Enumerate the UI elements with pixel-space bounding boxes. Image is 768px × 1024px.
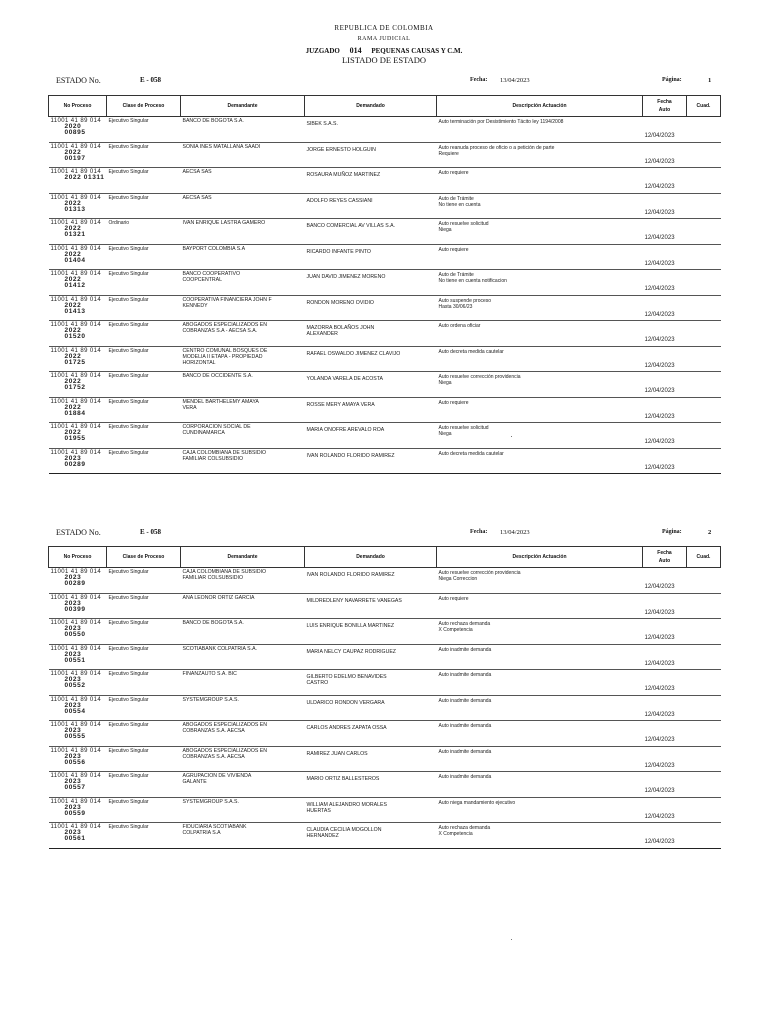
cell-descripcion: Auto terminación por Desistimiento Tácito ley 1194/2008 xyxy=(437,117,643,143)
cell-cuad xyxy=(687,219,721,245)
cell-demandante: ABOGADOS ESPECIALIZADOS EN COBRANZAS S.A - AECSA S.A. xyxy=(181,321,305,347)
cell-clase: Ejecutivo Singular xyxy=(107,448,181,474)
table-row xyxy=(49,219,721,245)
cell-fecha-auto: 12/04/2023 xyxy=(643,721,687,747)
cell-proceso xyxy=(49,397,107,423)
col-header-proceso: No Proceso xyxy=(49,96,107,117)
proceso-prefix: 11001 41 89 014 xyxy=(50,424,102,430)
proceso-number: 2022 01404 xyxy=(64,250,86,264)
cell-cuad xyxy=(687,397,721,423)
cell-descripcion: Auto resuelve corrección providencia Niega xyxy=(437,372,643,398)
fecha-label: Fecha: xyxy=(470,77,488,83)
cell-cuad xyxy=(687,823,721,849)
proceso-prefix: 11001 41 89 014 xyxy=(50,245,102,252)
col-header-auto: Auto xyxy=(658,107,671,113)
col-header-clase: Clase de Proceso xyxy=(107,547,181,568)
col-header-demandado: Demandado xyxy=(305,547,437,568)
proceso-prefix: 11001 41 89 014 xyxy=(50,194,102,201)
cell-cuad xyxy=(687,321,721,347)
cell-cuad xyxy=(687,593,721,619)
proceso-prefix: 11001 41 89 014 xyxy=(50,322,102,328)
cell-demandado: YOLANDA VARELA DE ACOSTA xyxy=(305,372,437,398)
court-heading xyxy=(0,46,768,55)
cell-fecha-auto: 12/04/2023 xyxy=(643,619,687,645)
cell-demandado: SIBEK S.A.S. xyxy=(305,117,437,143)
cell-demandado: ADOLFO REYES CASSIANI xyxy=(305,193,437,219)
cell-clase: Ejecutivo Singular xyxy=(107,372,181,398)
proceso-number: 2023 00561 xyxy=(64,829,86,843)
cell-demandado: JORGE ERNESTO HOLGUIN xyxy=(305,142,437,168)
cell-demandante: ANA LEONOR ORTIZ GARCIA xyxy=(181,593,305,619)
cell-proceso xyxy=(49,670,107,696)
cell-clase: Ejecutivo Singular xyxy=(107,644,181,670)
cell-proceso xyxy=(49,619,107,645)
cell-proceso xyxy=(49,142,107,168)
cell-demandado: MAZORRA BOLAÑOS JOHN ALEXANDER xyxy=(305,321,437,347)
cell-fecha-auto: 12/04/2023 xyxy=(643,397,687,423)
proceso-prefix: 11001 41 89 014 xyxy=(50,143,102,150)
cell-proceso xyxy=(49,193,107,219)
estado-number: E - 058 xyxy=(140,528,161,536)
cell-proceso xyxy=(49,695,107,721)
cell-demandante: BANCO DE BOGOTA S.A. xyxy=(181,619,305,645)
proceso-prefix: 11001 41 89 014 xyxy=(50,398,102,405)
cell-demandante: AECSA SAS xyxy=(181,168,305,194)
table-row xyxy=(49,244,721,270)
cell-proceso xyxy=(49,423,107,449)
cell-cuad xyxy=(687,619,721,645)
proceso-prefix: 11001 41 89 014 xyxy=(50,671,102,677)
cell-fecha-auto: 12/04/2023 xyxy=(643,346,687,372)
table-row xyxy=(49,372,721,398)
proceso-prefix: 11001 41 89 014 xyxy=(50,271,102,277)
cell-demandante: AGRUPACION DE VIVIENDA GALANTE xyxy=(181,772,305,798)
cell-descripcion: Auto requiere xyxy=(437,593,643,619)
col-header-proceso: No Proceso xyxy=(49,547,107,568)
court-number: 014 xyxy=(349,46,362,55)
cell-clase: Ejecutivo Singular xyxy=(107,193,181,219)
cell-cuad xyxy=(687,448,721,474)
pagina-value: 1 xyxy=(708,77,712,84)
table-row xyxy=(49,117,721,143)
cell-clase: Ejecutivo Singular xyxy=(107,746,181,772)
cell-demandante: CAJA COLOMBIANA DE SUBSIDIO FAMILIAR COLSUBSIDIO xyxy=(181,448,305,474)
cell-proceso xyxy=(49,346,107,372)
cell-descripcion: Auto decreta medida cautelar xyxy=(437,346,643,372)
list-title: LISTADO DE ESTADO xyxy=(341,55,427,65)
cell-descripcion: Auto inadmite demanda xyxy=(437,670,643,696)
cell-descripcion: Auto de Trámite No tiene en cuenta notificacion xyxy=(437,270,643,296)
proceso-prefix: 11001 41 89 014 xyxy=(50,696,102,703)
pagina-label: Página: xyxy=(662,77,682,83)
cell-fecha-auto: 12/04/2023 xyxy=(643,593,687,619)
estado-number: E - 058 xyxy=(140,76,161,84)
proceso-number: 2023 00289 xyxy=(64,574,86,588)
cell-fecha-auto: 12/04/2023 xyxy=(643,423,687,449)
table-row xyxy=(49,168,721,194)
pagina-label: Página: xyxy=(662,529,682,535)
proceso-number: 2022 01752 xyxy=(64,378,86,392)
cell-demandante: COOPERATIVA FINANCIERA JOHN F KENNEDY xyxy=(181,295,305,321)
proceso-number: 2022 01311 xyxy=(64,174,105,182)
proceso-number: 2022 01884 xyxy=(64,403,86,417)
cell-demandante: ABOGADOS ESPECIALIZADOS EN COBRANZAS S.A. AECSA xyxy=(181,721,305,747)
proceso-prefix: 11001 41 89 014 xyxy=(50,569,102,575)
proceso-number: 2022 01413 xyxy=(64,301,86,315)
cell-demandado: MILDREDLENY NAVARRETE VANEGAS xyxy=(305,593,437,619)
proceso-number: 2023 00559 xyxy=(64,803,86,817)
cell-descripcion: Auto requiere xyxy=(437,244,643,270)
cell-proceso xyxy=(49,372,107,398)
cell-cuad xyxy=(687,772,721,798)
col-header-descripcion: Descripción Actuación xyxy=(437,547,643,568)
proceso-prefix: 11001 41 89 014 xyxy=(50,722,102,728)
table-row xyxy=(49,772,721,798)
cell-clase: Ejecutivo Singular xyxy=(107,823,181,849)
table-row xyxy=(49,644,721,670)
table-header-row xyxy=(49,96,721,117)
col-header-fecha: Fecha xyxy=(657,550,672,556)
cell-demandado: IVAN ROLANDO FLORIDO RAMIREZ xyxy=(305,448,437,474)
cell-descripcion: Auto inadmite demanda xyxy=(437,772,643,798)
cell-clase: Ordinario xyxy=(107,219,181,245)
cell-cuad xyxy=(687,568,721,594)
table-row xyxy=(49,721,721,747)
table-body xyxy=(49,568,721,849)
proceso-number: 2023 00554 xyxy=(64,701,86,715)
proceso-prefix: 11001 41 89 014 xyxy=(50,296,102,303)
cell-clase: Ejecutivo Singular xyxy=(107,797,181,823)
table-row xyxy=(49,321,721,347)
fecha-value: 13/04/2023 xyxy=(500,529,530,536)
table-row xyxy=(49,448,721,474)
estado-label: ESTADO No. xyxy=(56,528,101,537)
proceso-prefix: 11001 41 89 014 xyxy=(50,373,102,379)
proceso-number: 2022 00197 xyxy=(64,148,86,162)
col-header-demandante: Demandante xyxy=(181,547,305,568)
proceso-prefix: 11001 41 89 014 xyxy=(50,449,102,456)
proceso-number: 2022 01520 xyxy=(64,327,86,341)
cell-demandado: CARLOS ANDRES ZAPATA OSSA xyxy=(305,721,437,747)
cell-clase: Ejecutivo Singular xyxy=(107,772,181,798)
cell-fecha-auto: 12/04/2023 xyxy=(643,295,687,321)
cell-proceso xyxy=(49,295,107,321)
cell-clase: Ejecutivo Singular xyxy=(107,244,181,270)
cell-demandante: SYSTEMGROUP S.A.S. xyxy=(181,695,305,721)
fecha-value: 13/04/2023 xyxy=(500,77,530,84)
cell-demandante: SCOTIABANK COLPATRIA S.A. xyxy=(181,644,305,670)
table-body xyxy=(49,117,721,474)
fecha-label: Fecha: xyxy=(470,529,488,535)
proceso-number: 2023 00552 xyxy=(64,676,86,690)
cell-demandante: CENTRO COMUNAL BOSQUES DE MODELIA II ETAPA - PROPIEDAD HORIZONTAL xyxy=(181,346,305,372)
cell-clase: Ejecutivo Singular xyxy=(107,423,181,449)
cell-clase: Ejecutivo Singular xyxy=(107,593,181,619)
cell-clase: Ejecutivo Singular xyxy=(107,346,181,372)
cell-fecha-auto: 12/04/2023 xyxy=(643,193,687,219)
proceso-prefix: 11001 41 89 014 xyxy=(50,620,102,626)
proceso-number: 2023 00556 xyxy=(64,752,86,766)
cell-descripcion: Auto de Trámite No tiene en cuenta xyxy=(437,193,643,219)
table-row xyxy=(49,295,721,321)
cell-cuad xyxy=(687,746,721,772)
col-header-clase: Clase de Proceso xyxy=(107,96,181,117)
proceso-prefix: 11001 41 89 014 xyxy=(50,220,102,226)
cell-demandante: SYSTEMGROUP S.A.S. xyxy=(181,797,305,823)
proceso-number: 2023 00557 xyxy=(64,778,86,792)
cell-fecha-auto: 12/04/2023 xyxy=(643,244,687,270)
proceso-prefix: 11001 41 89 014 xyxy=(50,773,102,779)
cell-fecha-auto: 12/04/2023 xyxy=(643,823,687,849)
cell-demandante: CORPORACION SOCIAL DE CUNDINAMARCA xyxy=(181,423,305,449)
cell-cuad xyxy=(687,670,721,696)
col-header-cuad: Cuad. xyxy=(687,96,721,117)
cell-demandante: ABOGADOS ESPECIALIZADOS EN COBRANZAS S.A. AECSA xyxy=(181,746,305,772)
cell-cuad xyxy=(687,270,721,296)
estado-meta-page-2 xyxy=(0,528,768,542)
cell-clase: Ejecutivo Singular xyxy=(107,117,181,143)
cell-fecha-auto: 12/04/2023 xyxy=(643,219,687,245)
table-row xyxy=(49,797,721,823)
cell-demandante: AECSA SAS xyxy=(181,193,305,219)
cell-fecha-auto: 12/04/2023 xyxy=(643,797,687,823)
cell-proceso xyxy=(49,721,107,747)
cell-fecha-auto: 12/04/2023 xyxy=(643,168,687,194)
cell-descripcion: Auto inadmite demanda xyxy=(437,721,643,747)
proceso-number: 2023 00551 xyxy=(64,650,86,664)
table-row xyxy=(49,593,721,619)
cell-demandante: BAYPORT COLOMBIA S.A xyxy=(181,244,305,270)
cell-demandado: JUAN DAVID JIMENEZ MORENO xyxy=(305,270,437,296)
table-row xyxy=(49,568,721,594)
cell-fecha-auto: 12/04/2023 xyxy=(643,568,687,594)
proceso-number: 2022 01955 xyxy=(64,429,86,443)
cell-fecha-auto: 12/04/2023 xyxy=(643,321,687,347)
cell-demandado: CLAUDIA CECILIA MOGOLLON HERNANDEZ xyxy=(305,823,437,849)
cell-demandado: RONDON MORENO OVIDIO xyxy=(305,295,437,321)
table-row xyxy=(49,746,721,772)
cell-descripcion: Auto decreta medida cautelar xyxy=(437,448,643,474)
cell-descripcion: Auto ordena oficiar xyxy=(437,321,643,347)
proceso-number: 2023 00289 xyxy=(64,454,86,468)
cell-demandante: BANCO DE BOGOTA S.A. xyxy=(181,117,305,143)
cell-proceso xyxy=(49,219,107,245)
col-header-fecha: Fecha xyxy=(657,99,672,105)
table-row xyxy=(49,423,721,449)
cell-proceso xyxy=(49,244,107,270)
cell-descripcion: Auto resuelve solicitud Niega xyxy=(437,219,643,245)
cell-clase: Ejecutivo Singular xyxy=(107,142,181,168)
proceso-prefix: 11001 41 89 014 xyxy=(50,645,102,652)
cell-proceso xyxy=(49,772,107,798)
proceso-number: 2023 00555 xyxy=(64,727,86,741)
proceso-prefix: 11001 41 89 014 xyxy=(50,347,102,354)
table-row xyxy=(49,346,721,372)
cell-demandante: BANCO DE OCCIDENTE S.A. xyxy=(181,372,305,398)
cell-proceso xyxy=(49,797,107,823)
cell-demandado: WILLIAM ALEJANDRO MORALES HUERTAS xyxy=(305,797,437,823)
cell-demandado: MARIA NELCY CAUPAZ RODRIGUEZ xyxy=(305,644,437,670)
table-row xyxy=(49,619,721,645)
proceso-prefix: 11001 41 89 014 xyxy=(50,594,102,601)
table-header-row xyxy=(49,547,721,568)
col-header-fecha-auto xyxy=(643,96,687,117)
col-header-fecha-auto xyxy=(643,547,687,568)
cell-demandante: SONIA INES MATALLANA SAADI xyxy=(181,142,305,168)
cell-proceso xyxy=(49,168,107,194)
col-header-descripcion: Descripción Actuación xyxy=(437,96,643,117)
cell-clase: Ejecutivo Singular xyxy=(107,695,181,721)
cell-clase: Ejecutivo Singular xyxy=(107,670,181,696)
court-name: PEQUENAS CAUSAS Y C.M. xyxy=(371,47,463,55)
cell-cuad xyxy=(687,117,721,143)
proceso-prefix: 11001 41 89 014 xyxy=(50,169,102,175)
col-header-auto: Auto xyxy=(658,558,671,564)
cell-demandante: FIDUCIARIA SCOTIABANK COLPATRIA S.A xyxy=(181,823,305,849)
col-header-cuad: Cuad. xyxy=(687,547,721,568)
cell-demandado: ROSAURA MUÑOZ MARTINEZ xyxy=(305,168,437,194)
cell-demandado: LUIS ENRIQUE BONILLA MARTINEZ xyxy=(305,619,437,645)
cell-demandado: IVAN ROLANDO FLORIDO RAMIREZ xyxy=(305,568,437,594)
cell-descripcion: Auto requiere xyxy=(437,397,643,423)
cell-proceso xyxy=(49,746,107,772)
proceso-number: 2022 01412 xyxy=(64,276,86,290)
proceso-prefix: 11001 41 89 014 xyxy=(50,118,102,124)
estado-table-page-2 xyxy=(48,546,721,849)
cell-demandado: MARIO ORTIZ BALLESTEROS xyxy=(305,772,437,798)
proceso-number: 2020 00895 xyxy=(64,123,86,137)
cell-demandado: RAFAEL OSWALDO JIMENEZ CLAVIJO xyxy=(305,346,437,372)
cell-cuad xyxy=(687,797,721,823)
cell-clase: Ejecutivo Singular xyxy=(107,397,181,423)
proceso-prefix: 11001 41 89 014 xyxy=(50,747,102,754)
table-row xyxy=(49,670,721,696)
cell-demandado: GILBERTO EDELMO BENAVIDES CASTRO xyxy=(305,670,437,696)
cell-proceso xyxy=(49,644,107,670)
cell-proceso xyxy=(49,568,107,594)
pagina-value: 2 xyxy=(708,529,712,536)
cell-descripcion: Auto reanuda proceso de oficio o a petición de parte Requiere xyxy=(437,142,643,168)
cell-clase: Ejecutivo Singular xyxy=(107,568,181,594)
cell-clase: Ejecutivo Singular xyxy=(107,321,181,347)
cell-clase: Ejecutivo Singular xyxy=(107,295,181,321)
cell-demandado: ULDARICO RONDON VERGARA xyxy=(305,695,437,721)
proceso-number: 2023 00550 xyxy=(64,625,86,639)
cell-demandado: BANCO COMERCIAL AV VILLAS S.A. xyxy=(305,219,437,245)
col-header-demandado: Demandado xyxy=(305,96,437,117)
cell-fecha-auto: 12/04/2023 xyxy=(643,695,687,721)
cell-clase: Ejecutivo Singular xyxy=(107,619,181,645)
cell-descripcion: Auto rechaza demanda X Competencia xyxy=(437,823,643,849)
table-row xyxy=(49,695,721,721)
cell-descripcion: Auto inadmite demanda xyxy=(437,695,643,721)
cell-proceso xyxy=(49,321,107,347)
table-row xyxy=(49,397,721,423)
cell-fecha-auto: 12/04/2023 xyxy=(643,746,687,772)
cell-proceso xyxy=(49,117,107,143)
cell-cuad xyxy=(687,193,721,219)
cell-fecha-auto: 12/04/2023 xyxy=(643,372,687,398)
estado-meta-page-1 xyxy=(0,76,768,90)
cell-cuad xyxy=(687,168,721,194)
cell-demandante: CAJA COLOMBIANA DE SUBSIDIO FAMILIAR COLSUBSIDIO xyxy=(181,568,305,594)
cell-cuad xyxy=(687,644,721,670)
cell-proceso xyxy=(49,448,107,474)
cell-proceso xyxy=(49,270,107,296)
cell-descripcion: Auto requiere xyxy=(437,168,643,194)
cell-descripcion: Auto inadmite demanda xyxy=(437,746,643,772)
table-row xyxy=(49,823,721,849)
cell-cuad xyxy=(687,423,721,449)
cell-demandante: MENDEL BARTHELEMY AMAYA VERA xyxy=(181,397,305,423)
cell-cuad xyxy=(687,695,721,721)
cell-cuad xyxy=(687,721,721,747)
cell-fecha-auto: 12/04/2023 xyxy=(643,117,687,143)
cell-proceso xyxy=(49,823,107,849)
proceso-prefix: 11001 41 89 014 xyxy=(50,798,102,805)
cell-cuad xyxy=(687,372,721,398)
proceso-number: 2022 01321 xyxy=(64,225,86,239)
cell-cuad xyxy=(687,142,721,168)
proceso-prefix: 11001 41 89 014 xyxy=(50,824,102,830)
branch-heading: RAMA JUDICIAL xyxy=(357,36,411,42)
cell-descripcion: Auto niega mandamiento ejecutivo xyxy=(437,797,643,823)
cell-fecha-auto: 12/04/2023 xyxy=(643,448,687,474)
cell-fecha-auto: 12/04/2023 xyxy=(643,644,687,670)
cell-descripcion: Auto resuelve solicitud Niega xyxy=(437,423,643,449)
col-header-demandante: Demandante xyxy=(181,96,305,117)
scan-speck xyxy=(511,436,512,437)
cell-descripcion: Auto suspende proceso Hasta 30/06/23 xyxy=(437,295,643,321)
estado-label: ESTADO No. xyxy=(56,76,101,85)
cell-clase: Ejecutivo Singular xyxy=(107,168,181,194)
proceso-number: 2022 01725 xyxy=(64,352,86,366)
cell-demandante: IVAN ENRIQUE LASTRA GAMERO xyxy=(181,219,305,245)
cell-descripcion: Auto inadmite demanda xyxy=(437,644,643,670)
cell-fecha-auto: 12/04/2023 xyxy=(643,270,687,296)
cell-proceso xyxy=(49,593,107,619)
cell-descripcion: Auto resuelve corrección providencia Niega Correccion xyxy=(437,568,643,594)
table-row xyxy=(49,193,721,219)
scan-speck xyxy=(511,939,512,940)
court-label: JUZGADO xyxy=(305,47,340,55)
cell-cuad xyxy=(687,244,721,270)
cell-demandante: BANCO COOPERATIVO COOPCENTRAL xyxy=(181,270,305,296)
cell-demandado: MARIA ONOFRE AREVALO ROA xyxy=(305,423,437,449)
cell-clase: Ejecutivo Singular xyxy=(107,721,181,747)
cell-cuad xyxy=(687,346,721,372)
table-row xyxy=(49,142,721,168)
cell-demandado: RAMIREZ JUAN CARLOS xyxy=(305,746,437,772)
cell-fecha-auto: 12/04/2023 xyxy=(643,142,687,168)
proceso-number: 2022 01313 xyxy=(64,199,86,213)
cell-demandante: FINANZAUTO S.A. BIC xyxy=(181,670,305,696)
estado-table-page-1 xyxy=(48,95,721,474)
cell-demandado: ROSSE MERY AMAYA VERA xyxy=(305,397,437,423)
cell-clase: Ejecutivo Singular xyxy=(107,270,181,296)
cell-demandado: RICARDO INFANTE PINTO xyxy=(305,244,437,270)
proceso-number: 2023 00399 xyxy=(64,599,86,613)
cell-fecha-auto: 12/04/2023 xyxy=(643,670,687,696)
cell-fecha-auto: 12/04/2023 xyxy=(643,772,687,798)
cell-cuad xyxy=(687,295,721,321)
republic-heading: REPUBLICA DE COLOMBIA xyxy=(334,24,434,32)
table-row xyxy=(49,270,721,296)
cell-descripcion: Auto rechaza demanda X Competencia xyxy=(437,619,643,645)
